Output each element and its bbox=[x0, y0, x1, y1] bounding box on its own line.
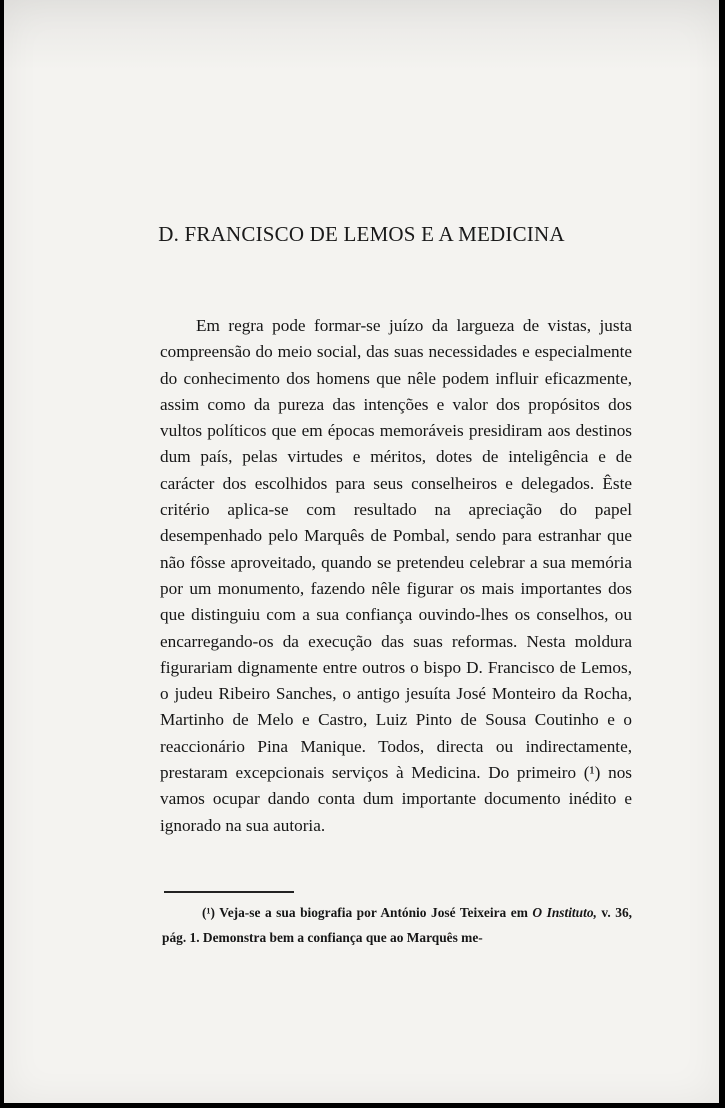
footnote-journal: O Instituto, bbox=[532, 905, 597, 920]
footnote-text-before: Veja-se a sua biografia por António José Teixeira em bbox=[219, 905, 528, 920]
document-page bbox=[4, 0, 719, 1103]
footnote bbox=[162, 900, 632, 950]
footnote-marker: (¹) bbox=[202, 905, 215, 920]
page-title: D. FRANCISCO DE LEMOS E A MEDICINA bbox=[158, 222, 565, 246]
body-paragraph: Em regra pode formar-se juízo da largueza de vistas, justa compreensão do meio social, das suas necessidades e especialmente do conhecimento dos homens que nêle podem influir eficazmente, assim como da pureza das intenções e valor dos propósitos dos vultos políticos que em épocas memoráveis presidiram aos destinos dum país, pelas virtudes e méritos, dotes de inteligência e de carácter dos escolhidos para seus conselheiros e delegados. Êste critério aplica-se com resultado na apreciação do papel desempenhado pelo Marquês de Pombal, sendo para estranhar que não fôsse aproveitado, quando se pretendeu celebrar a sua memória por um monumento, fazendo nêle figurar os mais importantes dos que distinguiu com a sua confiança ouvindo-lhes os conselhos, ou encarregando-os da execução das suas reformas. Nesta moldura figurariam dignamente entre outros o bispo D. Francisco de Lemos, o judeu Ribeiro Sanches, o antigo jesuíta José Monteiro da Rocha, Martinho de Melo e Castro, Luiz Pinto de Sousa Coutinho e o reaccionário Pina Manique. Todos, directa ou indirectamente, prestaram excepcionais serviços à Medicina. Do primeiro (¹) nos vamos ocupar dando conta dum importante documento inédito e ignorado na sua autoria. bbox=[160, 316, 632, 835]
footnote-divider bbox=[164, 891, 294, 893]
footnote-text-after: v. 36, pág. 1. Demonstra bem a confiança que ao Marquês me- bbox=[162, 905, 632, 945]
